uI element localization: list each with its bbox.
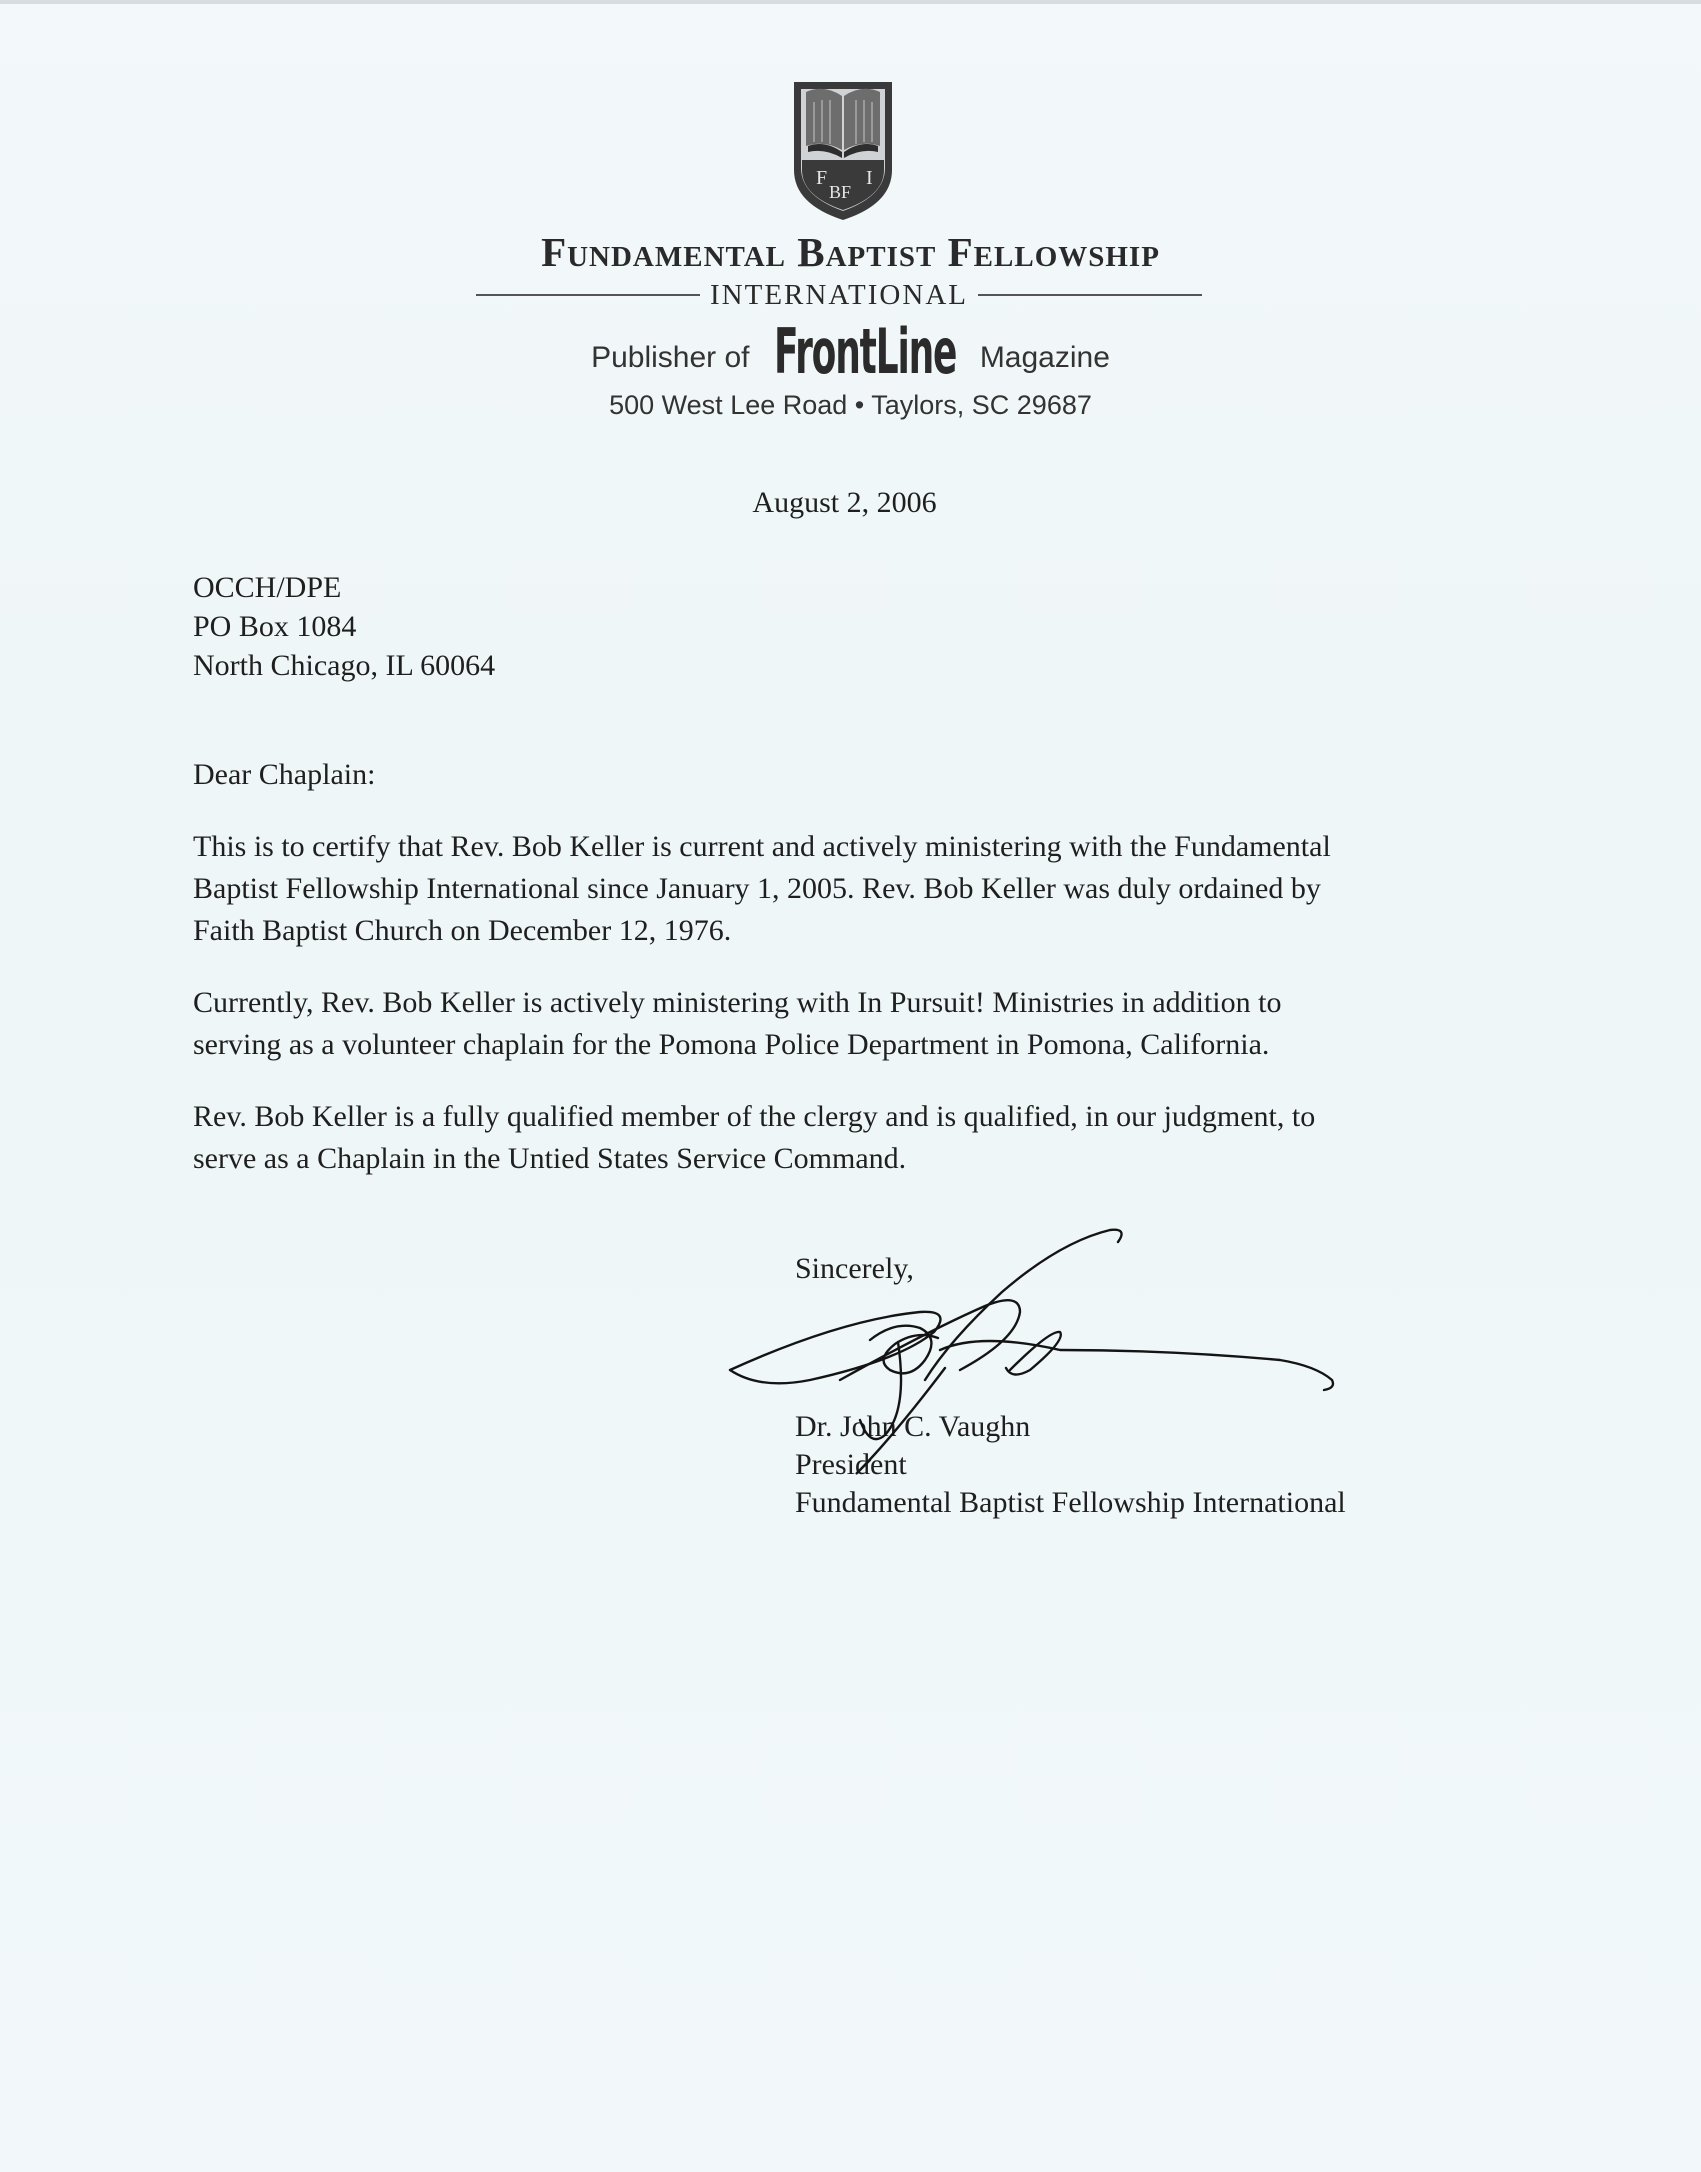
paragraph-line: Rev. Bob Keller is a fully qualified member of the clergy and is qualified, in our judgment, to [193, 1100, 1316, 1133]
publisher-line [0, 306, 1701, 396]
magazine-label: Magazine [979, 341, 1110, 374]
paragraph-line: serve as a Chaplain in the Untied States Service Command. [193, 1142, 907, 1175]
publisher-of-label: Publisher of [591, 341, 750, 374]
left-rule [476, 294, 700, 296]
fbfi-shield-logo [788, 72, 898, 222]
paragraph-line: Currently, Rev. Bob Keller is actively ministering with In Pursuit! Ministries in addition to [193, 986, 1282, 1019]
signer-name: Dr. John C. Vaughn [795, 1410, 1031, 1443]
svg-text:I: I [866, 167, 873, 189]
frontline-wordmark: FrontLine [773, 314, 956, 388]
paragraph-line: This is to certify that Rev. Bob Keller is current and actively ministering with the Fundamental [193, 830, 1331, 863]
paragraph-qualification [193, 1096, 1315, 1180]
paragraph-line: serving as a volunteer chaplain for the Pomona Police Department in Pomona, California. [193, 1028, 1270, 1061]
letter-date: August 2, 2006 [752, 486, 937, 519]
organization-name: Fundamental Baptist Fellowship [541, 229, 1160, 275]
salutation: Dear Chaplain: [193, 758, 376, 791]
recipient-line: North Chicago, IL 60064 [193, 649, 496, 682]
paragraph-current-ministry [193, 982, 1281, 1066]
paragraph-line: Baptist Fellowship International since January 1, 2005. Rev. Bob Keller was duly ordained by [193, 872, 1321, 905]
recipient-address [193, 568, 495, 685]
right-rule [978, 294, 1202, 296]
svg-text:BF: BF [829, 182, 852, 202]
svg-text:F: F [816, 167, 828, 189]
letterhead-address: 500 West Lee Road • Taylors, SC 29687 [609, 390, 1092, 420]
paragraph-certification [193, 826, 1331, 952]
recipient-line: OCCH/DPE [193, 571, 342, 604]
recipient-line: PO Box 1084 [193, 610, 357, 643]
international-label: INTERNATIONAL [710, 278, 968, 311]
signer-organization: Fundamental Baptist Fellowship International [795, 1486, 1346, 1519]
signer-title: President [795, 1448, 907, 1481]
signature-block [795, 1408, 1346, 1522]
paragraph-line: Faith Baptist Church on December 12, 1976. [193, 914, 732, 947]
scan-edge [0, 0, 1701, 4]
closing: Sincerely, [795, 1252, 914, 1285]
